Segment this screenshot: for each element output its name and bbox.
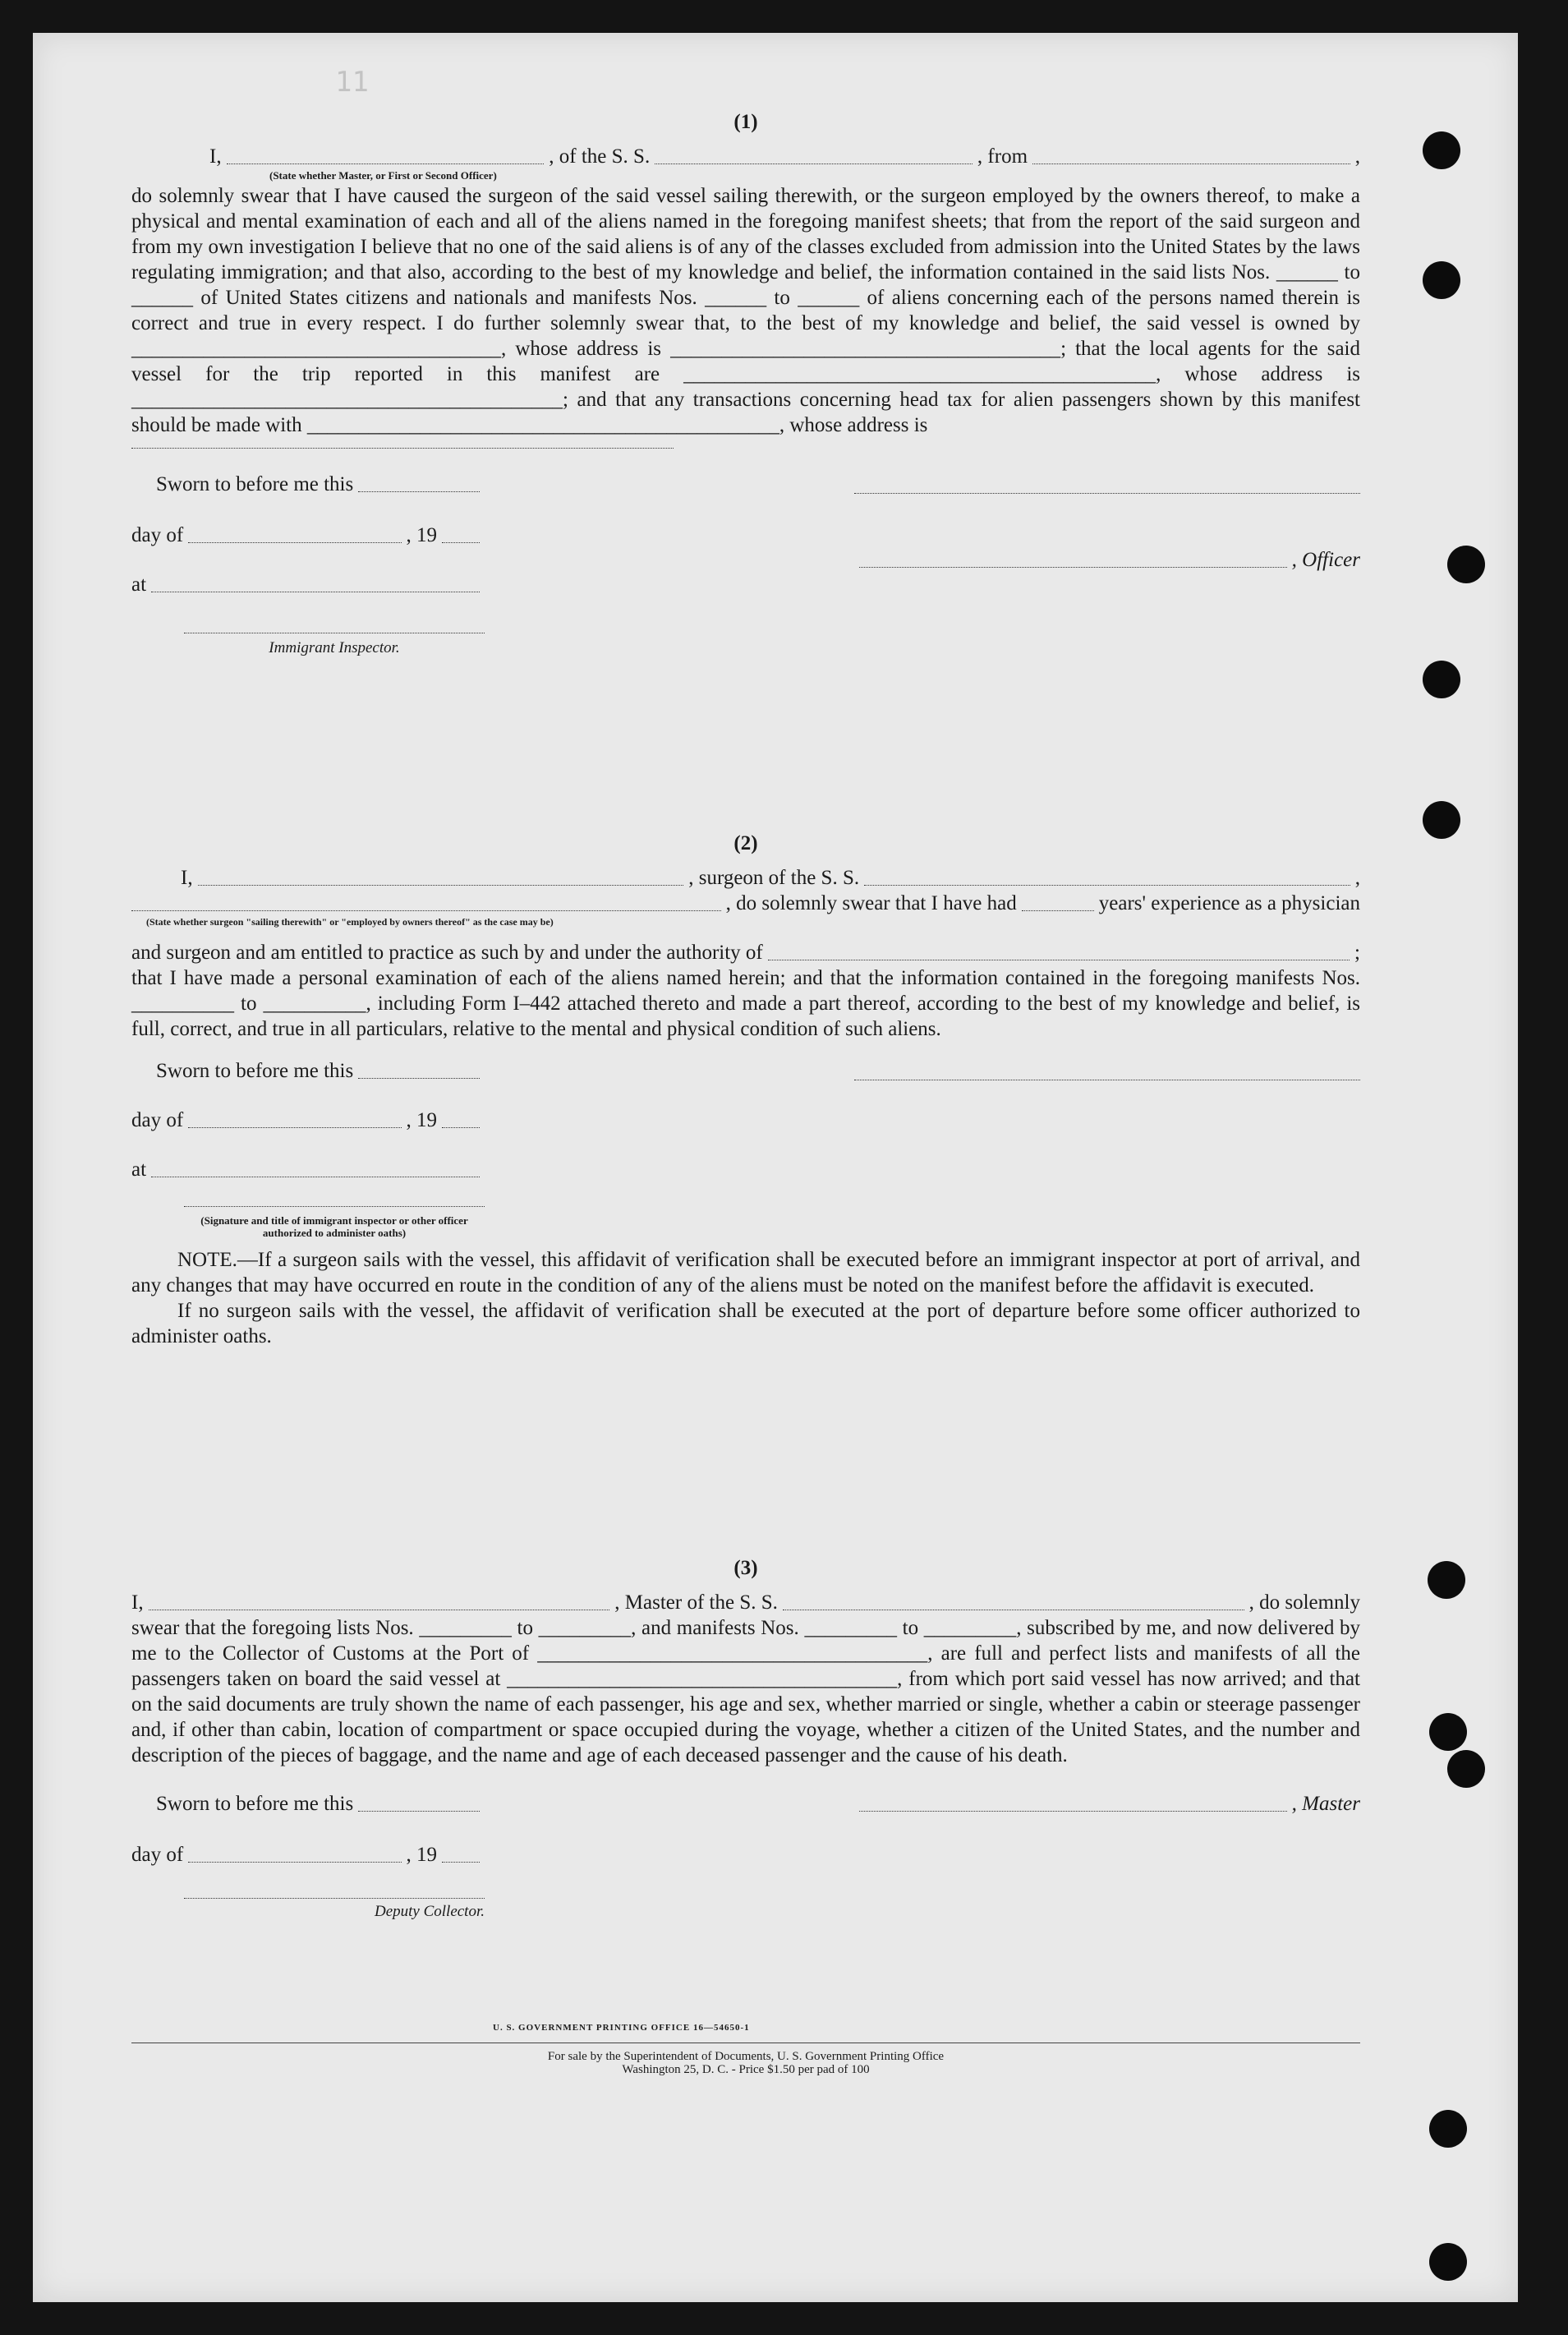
printing-office-imprint: U. S. GOVERNMENT PRINTING OFFICE 16—54650-1: [493, 2023, 750, 2033]
inspector-caption: (Signature and title of immigrant inspector or other officer authorized to administer oaths): [200, 1214, 468, 1239]
vessel-name-field[interactable]: [655, 163, 973, 164]
section-number: (2): [733, 832, 758, 854]
punch-hole: [1447, 546, 1485, 583]
surgeon-ss-label: , surgeon of the S. S.: [688, 867, 860, 889]
year-label: , 19: [406, 1109, 437, 1131]
master-body: swear that the foregoing lists Nos. _________ to _________, and manifests Nos. _________ to _________, subscribed by me, and now delivered by me to the Collector of Customs at the Port of ______________________________________, are full and perfect lists and manifests of all the passengers taken on board the said vessel at ______________________________________, from which port said vessel has now arrived; and that on the said documents are truly shown the name of each passenger, his age and sex, whether married or single, whether a cabin or steerage passenger and, if other than cabin, location of compartment or space occupied during the voyage, whether a citizen of the United States, and the number and description of the pieces of baggage, and the name and age of each deceased passenger and the cause of his death.: [131, 1617, 1360, 1766]
collector-caption: Deputy Collector.: [374, 1903, 485, 1920]
surgeon-name-field[interactable]: [198, 885, 684, 886]
surgeon-header-line: I, , surgeon of the S. S. ,: [181, 867, 1361, 889]
i-label: I,: [131, 1591, 144, 1614]
punch-hole: [1429, 1713, 1467, 1751]
of-ss-label: , of the S. S.: [549, 145, 651, 168]
sale-line-2: Washington 25, D. C. - Price $1.50 per pad of 100: [622, 2063, 870, 2076]
do-solemnly-label: , do solemnly: [1248, 1591, 1361, 1614]
year-label: , 19: [406, 1844, 437, 1866]
punch-hole: [1429, 2243, 1467, 2281]
officer-signature-field[interactable]: [854, 493, 1360, 494]
sworn-label: Sworn to before me this: [156, 473, 354, 495]
sale-line-1: For sale by the Superintendent of Documents, U. S. Government Printing Office: [547, 2050, 945, 2063]
oath-body: do solemnly swear that I have caused the surgeon of the said vessel sailing therewith, or the surgeon employed by the owners thereof, to make a physical and mental examination of each and all of the aliens named in the foregoing manifest sheets; that from the report of the said surgeon and from my own investigation I believe that no one of the said aliens is of any of the classes excluded from admission into the United States by the laws regulating immigration; and that also, according to the best of my knowledge and belief, the information contained in the said lists Nos. ______ to ______ of United States citizens and nationals and manifests Nos. ______ to ______ of aliens concerning each of the persons named therein is correct and true in every respect. I do further solemnly swear that, to the best of my knowledge and belief, the said vessel is owned by ____________________________________, whose address is ______________________________________; that the local agents for the said vessel for the trip reported in this manifest are ______________________________________________, whose address is __________________________________________; and that any transactions concerning head tax for alien passengers shown by this manifest should be made with ______________________________________________, whose address is: [131, 185, 1360, 436]
years-label: years' experience as a physician: [1098, 892, 1360, 914]
day-of-label: day of: [131, 1844, 184, 1866]
day-of-label: day of: [131, 524, 184, 546]
vessel-name-field[interactable]: [864, 885, 1350, 886]
affidavit-master: [131, 111, 1360, 669]
punch-hole: [1423, 261, 1460, 299]
year-field[interactable]: [442, 1862, 480, 1863]
sworn-date-field[interactable]: [358, 1811, 480, 1812]
affidavit-master-lists: [131, 1557, 1360, 1923]
day-field[interactable]: [188, 1127, 401, 1128]
sworn-block: [131, 1783, 1360, 1923]
i-label: I,: [181, 867, 193, 889]
officer-name-field[interactable]: [227, 163, 545, 164]
section-number: (3): [733, 1557, 758, 1579]
punch-hole: [1423, 661, 1460, 698]
i-label: I,: [209, 145, 222, 168]
day-field[interactable]: [188, 1862, 401, 1863]
year-field[interactable]: [442, 542, 480, 543]
section-number: (1): [733, 111, 758, 133]
from-label: , from: [977, 145, 1028, 168]
collector-signature-field[interactable]: [184, 1898, 485, 1899]
punch-hole: [1447, 1750, 1485, 1788]
officer-label: , Officer: [1291, 549, 1360, 571]
years-field[interactable]: [1022, 910, 1094, 911]
authority-label: and surgeon and am entitled to practice as such by and under the authority of: [131, 942, 763, 964]
at-label: at: [131, 573, 147, 596]
sale-notice: [131, 2050, 1360, 2076]
sworn-date-field[interactable]: [358, 491, 480, 492]
surgeon-instruction: (State whether surgeon "sailing therewith" or "employed by owners thereof" as the case may be): [146, 916, 554, 928]
sworn-block: [131, 1050, 1360, 1214]
note-paragraph: NOTE.—If a surgeon sails with the vessel, this affidavit of verification shall be executed before an immigrant inspector at port of arrival, and any changes that may have occurred en route in the condition of any of the aliens must be noted on the manifest before the affidavit is executed.: [131, 1249, 1360, 1296]
master-ss-label: , Master of the S. S.: [614, 1591, 778, 1614]
officer-title-field[interactable]: [859, 567, 1287, 568]
day-field[interactable]: [188, 542, 401, 543]
sworn-block: [131, 463, 1360, 669]
year-label: , 19: [406, 524, 437, 546]
swear-label: , do solemnly swear that I have had: [725, 892, 1017, 914]
sworn-label: Sworn to before me this: [156, 1793, 354, 1815]
page-marker: 11: [335, 66, 369, 99]
master-signature-field[interactable]: [859, 1811, 1287, 1812]
master-label: , Master: [1291, 1793, 1360, 1815]
master-header-line: [131, 1590, 1360, 1615]
sworn-date-field[interactable]: [358, 1078, 480, 1079]
authority-line: and surgeon and am entitled to practice as such by and under the authority of ;: [131, 942, 1360, 964]
officer-instruction: (State whether Master, or First or Second Officer): [269, 169, 497, 182]
surgeon-type-field[interactable]: [131, 910, 721, 911]
from-port-field[interactable]: [1032, 163, 1350, 164]
year-field[interactable]: [442, 1127, 480, 1128]
affidavit-surgeon: [131, 832, 1360, 1349]
day-of-label: day of: [131, 1109, 184, 1131]
address-field[interactable]: [131, 438, 674, 449]
inspector-caption: Immigrant Inspector.: [269, 639, 400, 656]
note-paragraph-2: If no surgeon sails with the vessel, the affidavit of verification shall be executed at the port of departure before some officer authorized to administer oaths.: [131, 1300, 1360, 1347]
inspector-signature-field[interactable]: [184, 1206, 485, 1207]
punch-hole: [1429, 2110, 1467, 2148]
punch-hole: [1428, 1561, 1465, 1599]
sworn-label: Sworn to before me this: [156, 1060, 354, 1082]
surgeon-body: that I have made a personal examination of each of the aliens named herein; and that the information contained in the foregoing manifests Nos. __________ to __________, including Form I–442 attached thereto and made a part thereof, according to the best of my knowledge and belief, is full, correct, and true in all particulars, relative to the mental and physical condition of such aliens.: [131, 967, 1360, 1040]
punch-hole: [1423, 131, 1460, 169]
oath-header-line: I, , of the S. S. , from ,: [209, 145, 1360, 168]
at-label: at: [131, 1158, 147, 1181]
surgeon-swear-line: [131, 891, 1360, 916]
punch-hole: [1423, 801, 1460, 839]
manifest-back-page: [33, 33, 1518, 2302]
